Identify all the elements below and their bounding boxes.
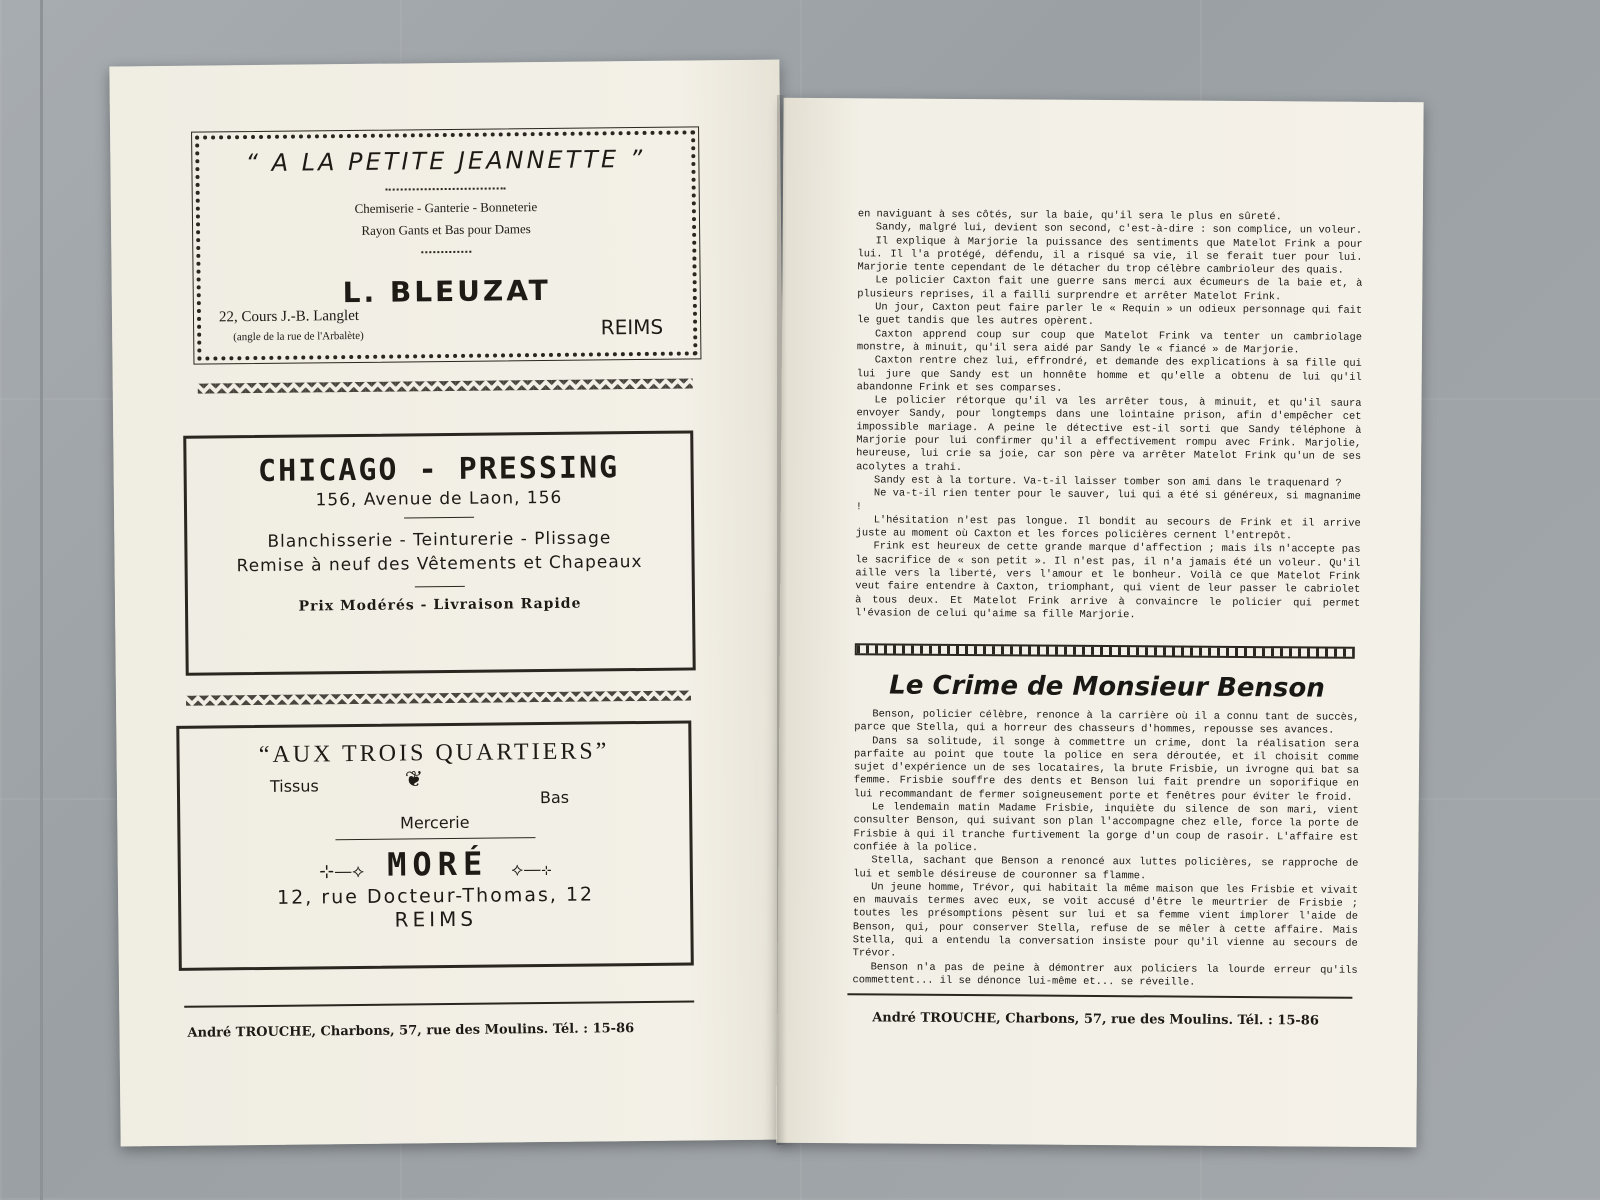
ad2-address: 156, Avenue de Laon, 156 bbox=[315, 487, 563, 511]
story-crime-benson bbox=[852, 708, 1359, 991]
open-booklet bbox=[100, 55, 1430, 1140]
ad1-address: 22, Cours J.-B. Langlet bbox=[218, 307, 360, 326]
decorative-divider bbox=[855, 643, 1355, 658]
right-footer-rule bbox=[847, 993, 1352, 999]
ad1-line1: Chemiserie - Ganterie - Bonneterie bbox=[354, 199, 538, 216]
story2-paragraph: Stella, sachant que Benson a renoncé aux luttes policières, se rapproche de lui et semble désireuse de couronner sa flamme. bbox=[853, 854, 1359, 882]
story2-title: Le Crime de Monsieur Benson bbox=[889, 670, 1325, 704]
ad3-separator bbox=[335, 837, 535, 840]
right-footer: André TROUCHE, Charbons, 57, rue des Moulins. Tél. : 15-86 bbox=[872, 1010, 1319, 1029]
story-matelot-frink bbox=[855, 208, 1363, 624]
ad3-item-tissus: Tissus bbox=[269, 776, 319, 796]
ad3-item-bas: Bas bbox=[539, 787, 570, 808]
ad3-items-row bbox=[180, 765, 690, 826]
ad1-line2: Rayon Gants et Bas pour Dames bbox=[361, 221, 531, 238]
right-page bbox=[776, 98, 1423, 1147]
story1-paragraph: en naviguant à ses côtés, sur la baie, qu'il sera le plus en sûreté. bbox=[857, 208, 1282, 224]
story1-paragraph: Le policier Caxton fait une guerre sans merci aux écumeurs de la baie et, à plusieurs reprises, il a failli surprendre et arrêter Matelot Frink. bbox=[857, 274, 1363, 304]
fleur-ornament-icon: ❦ bbox=[404, 767, 424, 793]
story1-paragraph: Sandy est à la torture. Va-t-il laisser tomber son ami dans le traquenard ? bbox=[873, 474, 1342, 490]
ad-petite-jeannette bbox=[195, 130, 697, 360]
story1-paragraph: Sandy, malgré lui, devient son second, c'est-à-dire : son complice, un voleur. bbox=[875, 221, 1363, 238]
story2-paragraph: Benson, policier célèbre, renonce à la carrière où il a connu tant de succès, parce que Stella, qui a horreur des chasseurs d'hommes, repousse ses avances. bbox=[854, 708, 1360, 737]
story1-paragraph: Caxton apprend coup sur coup que Matelot Frink va tenter un cambriolage monstre, à minuit, qu'il sera aidé par Sandy le « fiancé » de Marjorie. bbox=[856, 328, 1363, 357]
story1-paragraph: Ne va-t-il rien tenter pour le sauver, lui qui a été si généreux, si magnanime ! bbox=[855, 487, 1361, 513]
left-page bbox=[109, 60, 790, 1147]
booklet-fold bbox=[777, 95, 787, 1145]
story1-paragraph: Il explique à Marjorie la puissance des sentiments que Matelot Frink a pour lui. Il l'a protégé, défendu, il a risqué sa vie, il se ferait tuer pour lui. Marjorie tente cependant de le détacher du trop célèbre cambrioleur des quais. bbox=[857, 235, 1363, 277]
story2-paragraph: Le lendemain matin Madame Frisbie, inquiète du silence de son mari, vient consulter Benson, qui suivant son plan l'accompagne chez elle, force la porte de Frisbie à qui il tranche furtivement la gorge d'un coup de rasoir. L'affaire est confiée à la police. bbox=[853, 801, 1359, 855]
ad2-footer: Prix Modérés - Livraison Rapide bbox=[298, 595, 582, 615]
story2-paragraph: Un jeune homme, Trévor, qui habitait la même maison que les Frisbie et vivait en mauvais termes avec eux, se voit accusé d'être le meurtrier de Frisbie ; toutes les présomptions pèsent sur lui et sa femme vient implorer l'aide de Benson, qui, pour conserver Stella, refuse de se mêler à cette affaire. Mais Stella, qui a entendu la conversation insiste pour qu'il vienne au secours de Trévor. bbox=[852, 881, 1359, 960]
ad1-city: REIMS bbox=[600, 314, 664, 340]
left-footer: André TROUCHE, Charbons, 57, rue des Moulins. Tél. : 15-86 bbox=[187, 1021, 635, 1041]
ad1-address-note: (angle de la rue de l'Arbalète) bbox=[233, 329, 364, 344]
ad-chicago-pressing bbox=[183, 430, 695, 675]
story1-paragraph: L'hésitation n'est pas longue. Il bondit au secours de Frink et il arrive juste au moment où Caxton et les forces policières cernent l'entrepôt. bbox=[855, 514, 1361, 543]
ad3-title: “AUX TROIS QUARTIERS” bbox=[258, 738, 610, 769]
ad3-name: MORÉ bbox=[386, 844, 489, 884]
left-footer-rule bbox=[184, 1000, 694, 1007]
story2-paragraph: Dans sa solitude, il songe à commettre un crime, dont la réalisation sera parfaite au point que toute la police en sera déroutée, et il choisit comme sujet d'expérience un de ses locataires, la brute Frisbie, un ivrogne qui bat sa femme. Frisbie souffre des dents et Benson lui fait prendre un soporifique en lui recommandant de fermer soigneusement porte et fenêtres pour éviter le froid. bbox=[853, 735, 1360, 804]
flourish-left-icon: ⊹—⟡ bbox=[319, 860, 365, 883]
ad2-separator-2 bbox=[415, 586, 465, 588]
ad2-services-1: Blanchisserie - Teinturerie - Plissage bbox=[267, 528, 612, 552]
ad1-separator bbox=[421, 251, 471, 254]
ad-trois-quartiers bbox=[176, 720, 694, 970]
story1-paragraph: Le policier rétorque qu'il va les arrêter tous, à minuit, et qu'il saura envoyer Sandy, pour longtemps dans une lointaine prison, afin d'empêcher cet impossible mariage. A peine le détective est-il sorti que Sandy téléphone à Marjorie pour lui confirmer qu'il a effectivement rompu avec Frink. Marjolie, heureuse, lui crie sa joie, car son père va arrêter Matelot Frink qu'un de ses acolytes a trahi. bbox=[856, 394, 1362, 474]
zigzag-divider bbox=[198, 378, 693, 393]
ad1-ornament bbox=[386, 187, 506, 190]
ad1-name: L. BLEUZAT bbox=[342, 273, 551, 310]
ad2-services-2: Remise à neuf des Vêtements et Chapeaux bbox=[236, 551, 643, 577]
flourish-right-icon: ⟡—⊹ bbox=[511, 858, 552, 881]
ad3-address: 12, rue Docteur-Thomas, 12 bbox=[276, 883, 595, 909]
ad2-title: CHICAGO - PRESSING bbox=[257, 450, 620, 490]
story1-paragraph: Caxton rentre chez lui, effrondré, et demande des explications à sa fille qui lui jure que Sandy est un honnête homme et qu'elle a obtenu de lui qu'il abandonne Frink et ses comparses. bbox=[856, 354, 1362, 395]
floor-tile-seam bbox=[40, 0, 43, 1200]
ad2-separator bbox=[404, 517, 474, 519]
story1-paragraph: Un jour, Caxton peut faire parler le « Requin » un odieux personnage qui fait le guet tandis que les autres opèrent. bbox=[857, 301, 1363, 329]
zigzag-divider bbox=[186, 690, 691, 705]
ad1-title: “ A LA PETITE JEANNETTE ” bbox=[245, 144, 646, 178]
story1-paragraph: Frink est heureux de cette grande marque d'affection ; mais ils n'accepte pas le sacrifice de « son petit ». Il n'est pas, il n'a jamais été un voleur. Qu'il aille vers la liberté, vers l'amour et le bonheur. Voilà ce que Matelot Frink veut faire entendre à Caxton, triomphant, qui vient de leur passer le cabriolet à tous deux. Et Matelot Frink arrive à convaincre le policier qui permet l'évasion de celui qu'aime sa fille Marjorie. bbox=[855, 540, 1361, 622]
ad3-city: REIMS bbox=[394, 906, 478, 932]
ad3-item-mercerie: Mercerie bbox=[399, 812, 470, 833]
story2-paragraph: Benson n'a pas de peine à démontrer aux policiers la lourde erreur qu'ils commettent... il se dénonce lui-même et... se réveille. bbox=[852, 961, 1358, 989]
